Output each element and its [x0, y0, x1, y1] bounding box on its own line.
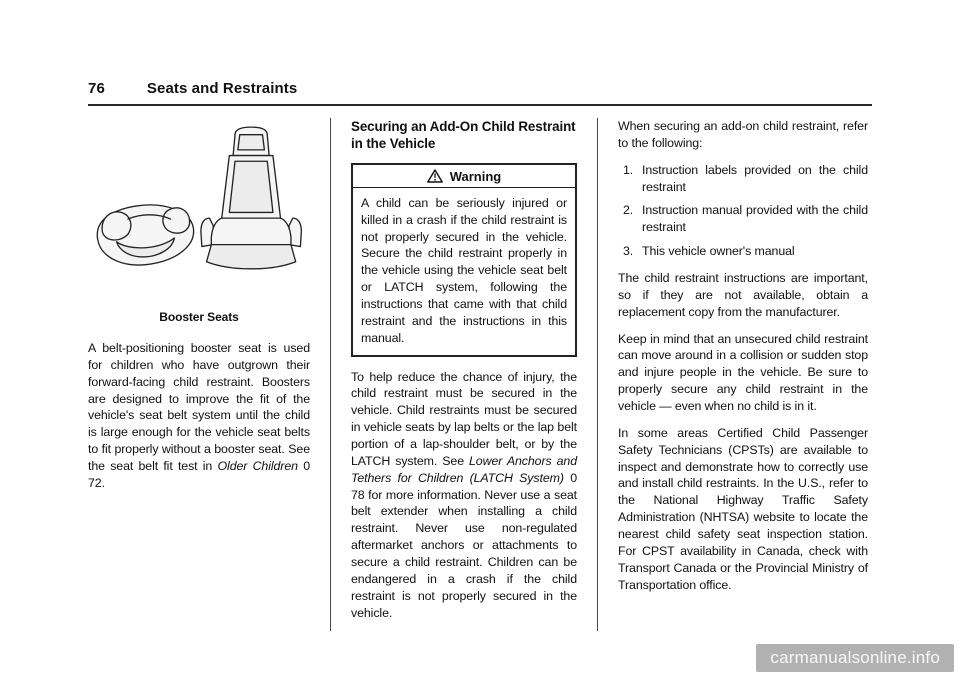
latch-paragraph-text: To help reduce the chance of injury, the child restraint must be secured in the vehicle. Child restraints must be secured in vehicle seats by lap belts or the lap belt portion of a lap-shoulder belt, or by the LATCH system. See [351, 369, 577, 468]
instruction-sources-list [618, 162, 868, 260]
list-item-number: 1. [623, 162, 634, 177]
list-item-text: Instruction manual provided with the child restraint [642, 203, 868, 235]
list-item-text: This vehicle owner's manual [642, 244, 795, 259]
page-number: 76 [88, 80, 105, 97]
column-left [88, 118, 310, 631]
booster-paragraph [88, 340, 310, 492]
booster-paragraph-text: A belt-positioning booster seat is used for children who have outgrown their forward-facing child restraint. Boosters are designed to improve the fit of the vehicle's seat belt system until the child is large enough for the vehicle seat belts to fit properly without a booster seat. See the seat belt fit test in [88, 341, 310, 474]
booster-seats-figure [88, 122, 310, 324]
header-rule [88, 104, 872, 106]
column-middle [351, 118, 577, 631]
list-item [618, 162, 868, 196]
content-columns [88, 118, 872, 631]
list-item-text: Instruction labels provided on the child restraint [642, 162, 868, 194]
list-item [618, 202, 868, 236]
warning-header [353, 165, 575, 188]
section-heading: Securing an Add-On Child Restraint in the Vehicle [351, 119, 576, 152]
column-right [618, 118, 868, 631]
column-divider-2 [597, 118, 598, 631]
cross-reference-latch: Lower Anchors and Tethers for Children (LATCH System) [351, 453, 577, 485]
booster-seats-illustration [90, 122, 308, 300]
instructions-paragraph: The child restraint instructions are important, so if they are not available, obtain a replacement copy from the manufacturer. [618, 271, 868, 319]
warning-box [351, 163, 577, 357]
section-title: Seats and Restraints [146, 80, 298, 97]
watermark: carmanualsonline.info [756, 644, 954, 672]
cpst-paragraph: In some areas Certified Child Passenger Safety Technicians (CPSTs) are available to inspect and demonstrate how to correctly use and install child restraints. In the U.S., refer to the National Highway Traffic Safety Administration (NHTSA) website to locate the nearest child safety seat inspection station. For CPST availability in Canada, check with Transport Canada or the Provincial Ministry of Transportation office. [618, 425, 868, 592]
list-item-number: 3. [623, 244, 634, 259]
unsecured-restraint-paragraph: Keep in mind that an unsecured child restraint can move around in a collision or sudden stop and injure people in the vehicle. Be sure to properly secure any child restraint in the vehicle — even when no child is in it. [618, 331, 868, 414]
page-header [88, 80, 872, 97]
list-item [618, 243, 868, 260]
cross-reference-latch-page: 0 78 for more information. Never use a seat belt extender when installing a child restraint. Never use non-regulated aftermarket anchors or attachments to secure a child restraint. Children can be endangered in a crash if the child restraint is not properly secured in the vehicle. [351, 470, 577, 620]
column-divider-1 [330, 118, 331, 631]
list-item-number: 2. [623, 203, 634, 218]
securing-intro: When securing an add-on child restraint, refer to the following: [618, 119, 868, 150]
cross-reference-page: 0 72. [88, 459, 310, 490]
warning-label: Warning [449, 168, 502, 184]
warning-body: A child can be seriously injured or killed in a crash if the child restraint is not properly secured in the vehicle. Secure the child restraint properly in the vehicle using the vehicle seat belt or LATCH system, following the instructions that came with that child restraint and the instructions in this manual. [361, 195, 567, 345]
cross-reference-older-children: Older Children [217, 459, 298, 474]
figure-caption: Booster Seats [159, 310, 239, 324]
warning-triangle-icon [427, 169, 443, 183]
latch-paragraph [351, 369, 577, 622]
